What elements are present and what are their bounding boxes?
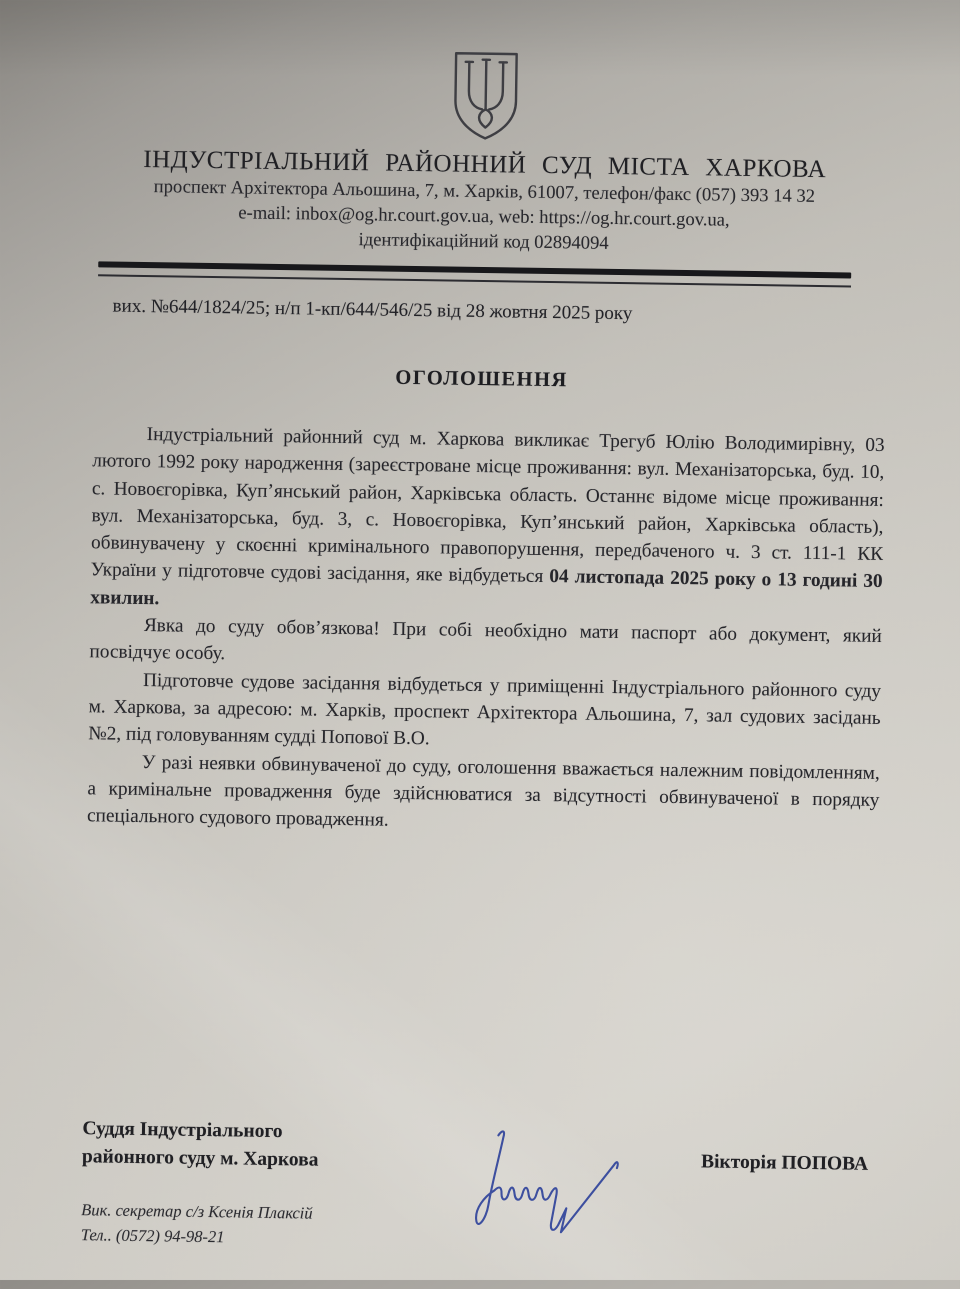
- document-body: [87, 420, 885, 841]
- secretary-phone-line: Тел.. (0572) 94-98-21: [80, 1225, 225, 1247]
- court-name: ІНДУСТРІАЛЬНИЙ РАЙОННИЙ СУД МІСТА ХАРКОВА: [143, 145, 827, 184]
- hearing-datetime: 04 листопада 2025 року о 13 годині 30 хвилин.: [90, 566, 883, 610]
- court-id-code: ідентифікаційний код 02894094: [358, 229, 609, 254]
- judge-name: Вікторія ПОПОВА: [700, 1151, 869, 1176]
- judge-title: [82, 1116, 319, 1176]
- paragraph-attendance: Явка до суду обов’язкова! При собі необхідно мати паспорт або документ, який посвідчує особу.: [89, 615, 882, 665]
- document-title: ОГОЛОШЕННЯ: [395, 366, 568, 392]
- court-contacts: e-mail: inbox@og.hr.court.gov.ua, web: https://og.hr.court.gov.ua,: [238, 202, 730, 231]
- paragraph-location: Підготовче судове засідання відбудеться у приміщенні Індустріального районного суду м. Харкова, за адресою: м. Харків, проспект Архітектора Альошина, 7, зал судових засідань №2, під головуванням судді Попової В.О.: [88, 669, 882, 750]
- judge-title-line1: Суддя Індустріального: [82, 1118, 283, 1143]
- handwritten-signature: [465, 1127, 629, 1243]
- court-address: проспект Архітектора Альошина, 7, м. Харків, 61007, телефон/факс (057) 393 14 32: [153, 176, 816, 207]
- outgoing-reference-line: вих. №644/1824/25; н/п 1-кп/644/546/25 від 28 жовтня 2025 року: [112, 295, 633, 325]
- secretary-name-line: Вик. секретар с/з Ксенія Плаксій: [81, 1200, 313, 1224]
- judge-title-line2: районного суду м. Харкова: [81, 1146, 319, 1172]
- signature-block: [80, 1116, 874, 1288]
- signature-stroke: [476, 1132, 618, 1234]
- double-rule-divider: [98, 261, 851, 287]
- letterhead: [3, 0, 960, 289]
- summons-text: Індустріальний районний суд м. Харкова викликає Трегуб Юлію Володимирівну, 03 лютого 1992 року народження (зареєстроване місце проживання: вул. Механізаторська, буд. 10, с. Новоєгорівка, Куп’янський район, Харківська область. Останнє відоме місце проживання: вул. Механізаторська, буд. 3, с. Новоєгорівка, Куп’янський район, Харківська область), обвинувачену у скоєнні кримінального правопорушення, передбаченого ч. 3 ст. 111-1 КК України у підготовче судові засідання, яке відбудеться: [90, 424, 885, 588]
- ukraine-trident-coat-of-arms-icon: [447, 49, 524, 142]
- secretary-info: [81, 1198, 313, 1251]
- paragraph-absence-warning: У разі неявки обвинуваченої до суду, оголошення вважається належним повідомленням, а кримінальне провадження буде здійснюватися за відсутності обвинуваченої в порядку спеціального судового провадження.: [86, 751, 880, 831]
- paragraph-summons: [90, 420, 885, 623]
